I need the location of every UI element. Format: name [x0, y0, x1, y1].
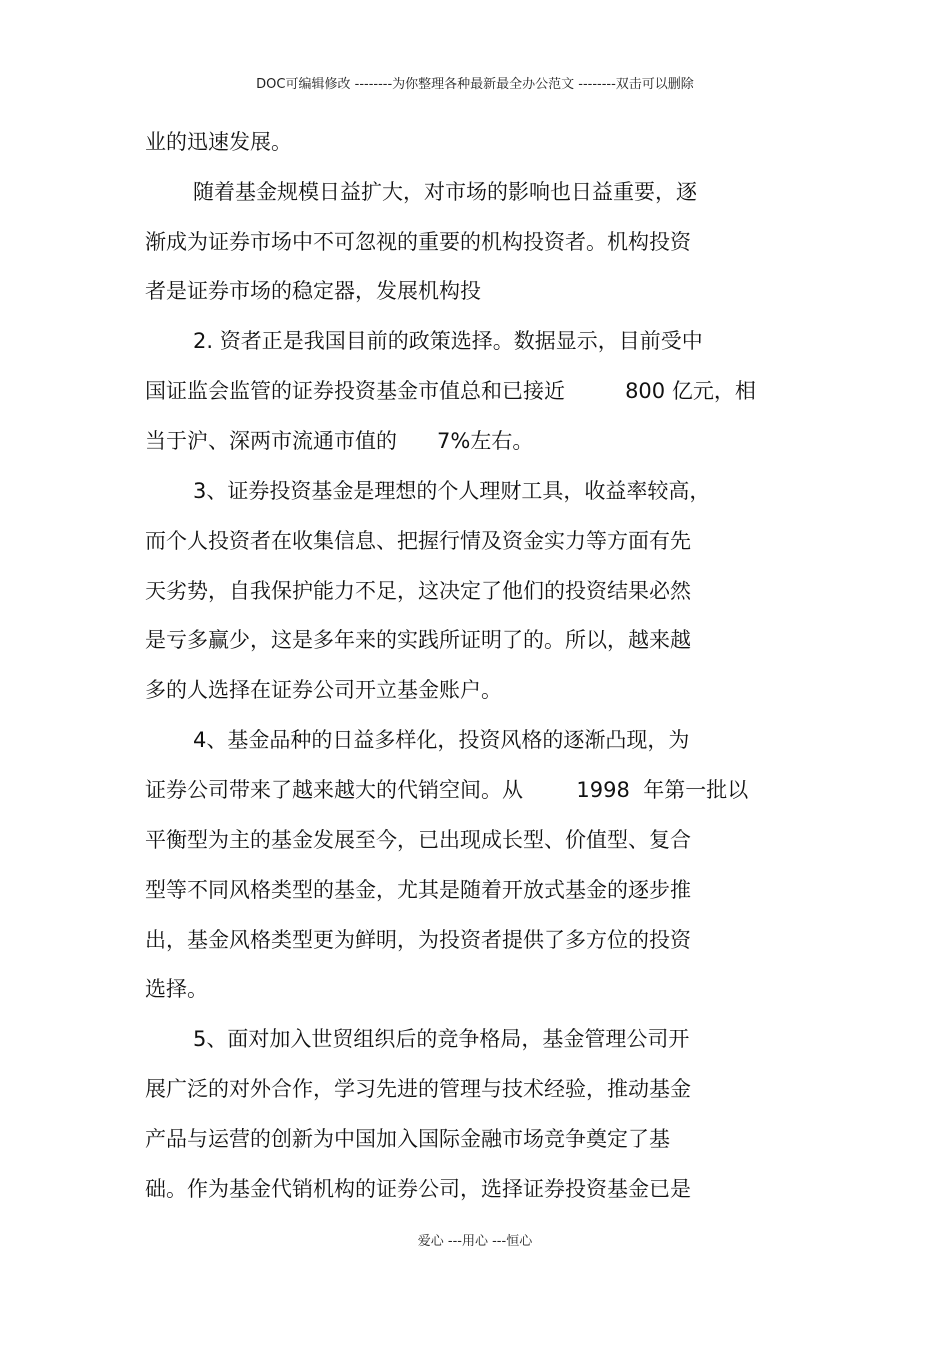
- body-line-6: 国证监会监管的证券投资基金市值总和已接近 800 亿元，相: [145, 379, 756, 403]
- body-line-17: 出，基金风格类型更为鲜明，为投资者提供了多方位的投资: [145, 928, 691, 952]
- page-header: DOC可编辑修改 --------为你整理各种最新最全办公范文 --------双击可以删除: [256, 77, 694, 92]
- body-line-19: 5、面对加入世贸组织后的竞争格局，基金管理公司开: [193, 1027, 690, 1051]
- body-line-22: 础。作为基金代销机构的证券公司，选择证券投资基金已是: [145, 1177, 691, 1201]
- body-line-20: 展广泛的对外合作，学习先进的管理与技术经验，推动基金: [145, 1077, 691, 1101]
- body-line-5: 2. 资者正是我国目前的政策选择。数据显示，目前受中: [193, 329, 703, 353]
- body-line-18: 选择。: [145, 977, 208, 1001]
- body-line-8: 3、证券投资基金是理想的个人理财工具，收益率较高，: [193, 479, 711, 503]
- body-line-1: 业的迅速发展。: [145, 130, 292, 154]
- body-line-15: 平衡型为主的基金发展至今，已出现成长型、价值型、复合: [145, 828, 691, 852]
- body-line-3: 渐成为证券市场中不可忽视的重要的机构投资者。机构投资: [145, 230, 691, 254]
- body-line-21: 产品与运营的创新为中国加入国际金融市场竞争奠定了基: [145, 1127, 670, 1151]
- body-line-2: 随着基金规模日益扩大，对市场的影响也日益重要，逐: [193, 180, 697, 204]
- body-line-10: 天劣势，自我保护能力不足，这决定了他们的投资结果必然: [145, 579, 691, 603]
- body-line-4: 者是证券市场的稳定器，发展机构投: [145, 279, 481, 303]
- body-line-13: 4、基金品种的日益多样化，投资风格的逐渐凸现，为: [193, 728, 690, 752]
- body-line-16: 型等不同风格类型的基金，尤其是随着开放式基金的逐步推: [145, 878, 691, 902]
- page-footer: 爱心 ---用心 ---恒心: [417, 1234, 533, 1249]
- body-line-9: 而个人投资者在收集信息、把握行情及资金实力等方面有先: [145, 529, 691, 553]
- body-line-14: 证券公司带来了越来越大的代销空间。从 1998 年第一批以: [145, 778, 749, 802]
- body-line-11: 是亏多赢少，这是多年来的实践所证明了的。所以，越来越: [145, 628, 691, 652]
- body-line-7: 当于沪、深两市流通市值的 7%左右。: [145, 429, 534, 453]
- body-line-12: 多的人选择在证券公司开立基金账户。: [145, 678, 502, 702]
